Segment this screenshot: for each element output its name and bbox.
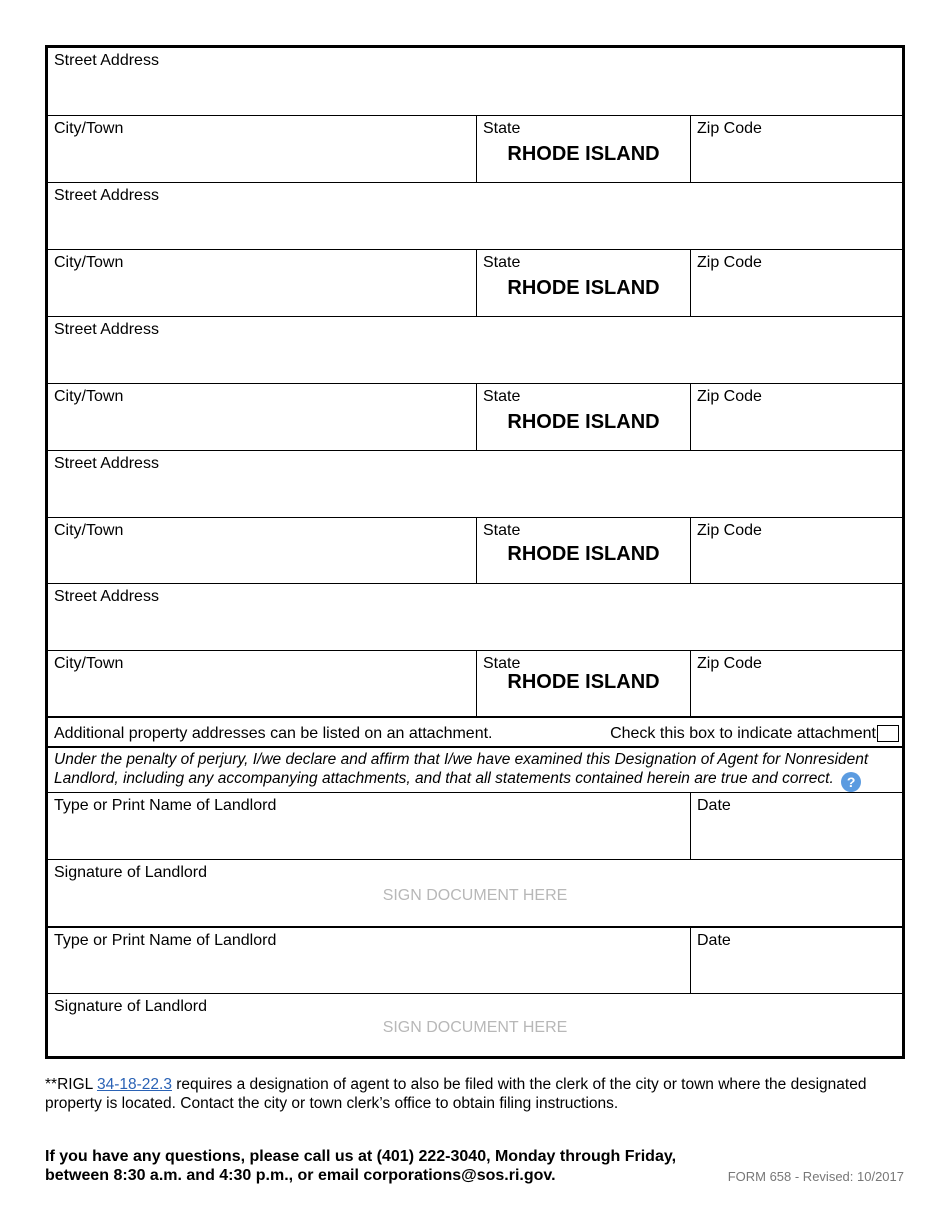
- street-address-label: Street Address: [54, 52, 159, 69]
- street-address-field[interactable]: [48, 583, 902, 650]
- rigl-footnote: [45, 1075, 905, 1113]
- street-address-label: Street Address: [54, 455, 159, 472]
- city-field[interactable]: [48, 518, 476, 583]
- state-field: [476, 384, 690, 450]
- city-state-zip-row: [48, 249, 902, 316]
- city-state-zip-row: [48, 517, 902, 583]
- date-field[interactable]: [690, 793, 902, 859]
- state-label: State: [483, 522, 521, 539]
- landlord-name-row: [48, 926, 902, 993]
- city-state-zip-row: [48, 650, 902, 716]
- signature-label: Signature of Landlord: [54, 998, 207, 1015]
- designation-form: [45, 45, 905, 1059]
- city-label: City/Town: [54, 388, 124, 405]
- street-address-label: Street Address: [54, 588, 159, 605]
- attachment-note: Additional property addresses can be listed on an attachment.: [54, 725, 493, 742]
- state-field: [476, 250, 690, 316]
- zip-label: Zip Code: [697, 388, 762, 405]
- contact-line-2: between 8:30 a.m. and 4:30 p.m., or email corporations@sos.ri.gov.: [45, 1167, 556, 1184]
- zip-label: Zip Code: [697, 254, 762, 271]
- contact-info: [45, 1147, 676, 1185]
- landlord-name-field[interactable]: [48, 928, 690, 993]
- rigl-link[interactable]: 34-18-22.3: [96, 1076, 172, 1093]
- state-label: State: [483, 120, 521, 137]
- footnote-text: requires a designation of agent to also be filed with the clerk of the city or town where the designated property is located. Contact the city or town clerk’s office to obtain filing instructions.: [45, 1076, 867, 1112]
- state-value: RHODE ISLAND: [507, 143, 660, 165]
- zip-label: Zip Code: [697, 522, 762, 539]
- sign-document-placeholder[interactable]: SIGN DOCUMENT HERE: [382, 887, 568, 904]
- date-field[interactable]: [690, 928, 902, 993]
- attachment-checkbox[interactable]: [877, 725, 899, 742]
- zip-field[interactable]: [690, 651, 902, 716]
- signature-field[interactable]: [48, 993, 902, 1056]
- street-address-label: Street Address: [54, 321, 159, 338]
- city-state-zip-row: [48, 115, 902, 182]
- date-label: Date: [697, 932, 731, 949]
- zip-field[interactable]: [690, 384, 902, 450]
- attachment-check-group: [610, 725, 899, 743]
- sign-document-placeholder[interactable]: SIGN DOCUMENT HERE: [382, 1019, 568, 1036]
- signature-label: Signature of Landlord: [54, 864, 207, 881]
- footnote-prefix: **RIGL: [45, 1076, 97, 1093]
- declaration-row: [48, 746, 902, 792]
- landlord-name-label: Type or Print Name of Landlord: [54, 932, 277, 949]
- form-number: FORM 658 - Revised: 10/2017: [727, 1169, 904, 1184]
- help-icon[interactable]: ?: [841, 772, 861, 792]
- declaration-text: Under the penalty of perjury, I/we declare and affirm that I/we have examined this Designation of Agent for Nonresident Landlord, including any accompanying attachments, and that all statements contained herein are true and correct.: [54, 751, 869, 787]
- city-field[interactable]: [48, 651, 476, 716]
- city-field[interactable]: [48, 384, 476, 450]
- state-value: RHODE ISLAND: [507, 277, 660, 299]
- zip-label: Zip Code: [697, 655, 762, 672]
- landlord-name-field[interactable]: [48, 793, 690, 859]
- state-value: RHODE ISLAND: [507, 671, 660, 693]
- street-address-field[interactable]: [48, 48, 902, 115]
- state-value: RHODE ISLAND: [507, 543, 660, 565]
- zip-field[interactable]: [690, 518, 902, 583]
- landlord-name-label: Type or Print Name of Landlord: [54, 797, 277, 814]
- landlord-name-row: [48, 792, 902, 859]
- attachment-row: [48, 716, 902, 746]
- city-state-zip-row: [48, 383, 902, 450]
- city-label: City/Town: [54, 120, 124, 137]
- street-address-label: Street Address: [54, 187, 159, 204]
- street-address-field[interactable]: [48, 450, 902, 517]
- attachment-check-label: Check this box to indicate attachment: [610, 725, 876, 742]
- state-value: RHODE ISLAND: [507, 411, 660, 433]
- city-field[interactable]: [48, 250, 476, 316]
- state-field: [476, 518, 690, 583]
- state-label: State: [483, 388, 521, 405]
- zip-label: Zip Code: [697, 120, 762, 137]
- city-label: City/Town: [54, 522, 124, 539]
- street-address-field[interactable]: [48, 316, 902, 383]
- city-label: City/Town: [54, 655, 124, 672]
- zip-field[interactable]: [690, 116, 902, 182]
- zip-field[interactable]: [690, 250, 902, 316]
- state-label: State: [483, 655, 521, 672]
- city-label: City/Town: [54, 254, 124, 271]
- declaration-block: [54, 750, 872, 792]
- contact-line-1: If you have any questions, please call us at (401) 222-3040, Monday through Friday,: [45, 1148, 677, 1165]
- signature-field[interactable]: [48, 859, 902, 926]
- state-field: [476, 116, 690, 182]
- state-field: [476, 651, 690, 716]
- date-label: Date: [697, 797, 731, 814]
- state-label: State: [483, 254, 521, 271]
- street-address-field[interactable]: [48, 182, 902, 249]
- city-field[interactable]: [48, 116, 476, 182]
